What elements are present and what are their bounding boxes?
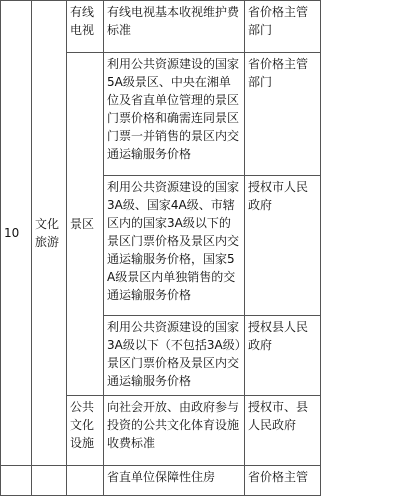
item-scenic-area: 景区: [67, 53, 104, 396]
content-cell: 利用公共资源建设的国家5A级景区、中央在湘单位及省直单位管理的景区门票价格和确需连同景区门票一并销售的景区内交通运输服务价格: [104, 53, 245, 176]
authority-cell: 授权市人民政府: [245, 176, 321, 316]
category-name: 文化旅游: [32, 1, 67, 466]
authority-cell: 授权市、县人民政府: [245, 396, 321, 466]
authority-cell: 省价格主管部门: [245, 53, 321, 176]
next-row-number: [1, 466, 32, 496]
content-cell: 利用公共资源建设的国家3A级以下（不包括3A级）景区门票价格及景区内交通运输服务价格: [104, 316, 245, 396]
authority-cell: 授权县人民政府: [245, 316, 321, 396]
item-cable-tv: 有线电视: [67, 1, 104, 53]
authority-cell: 省价格主管部门: [245, 1, 321, 53]
content-cell: 利用公共资源建设的国家3A级、国家4A级、市辖区内的国家3A级以下的景区门票价格及景区内交通运输服务价格，国家5A级景区内单独销售的交通运输服务价格: [104, 176, 245, 316]
right-margin: [321, 1, 388, 496]
content-cell: 有线电视基本收视维护费标准: [104, 1, 245, 53]
next-row-authority: 省价格主管: [245, 466, 321, 496]
next-row-content: 省直单位保障性住房: [104, 466, 245, 496]
next-row-item: [67, 466, 104, 496]
next-row-category: [32, 466, 67, 496]
item-public-culture: 公共文化设施: [67, 396, 104, 466]
content-cell: 向社会开放、由政府参与投资的公共文化体育设施收费标准: [104, 396, 245, 466]
category-number: 10: [1, 1, 32, 466]
